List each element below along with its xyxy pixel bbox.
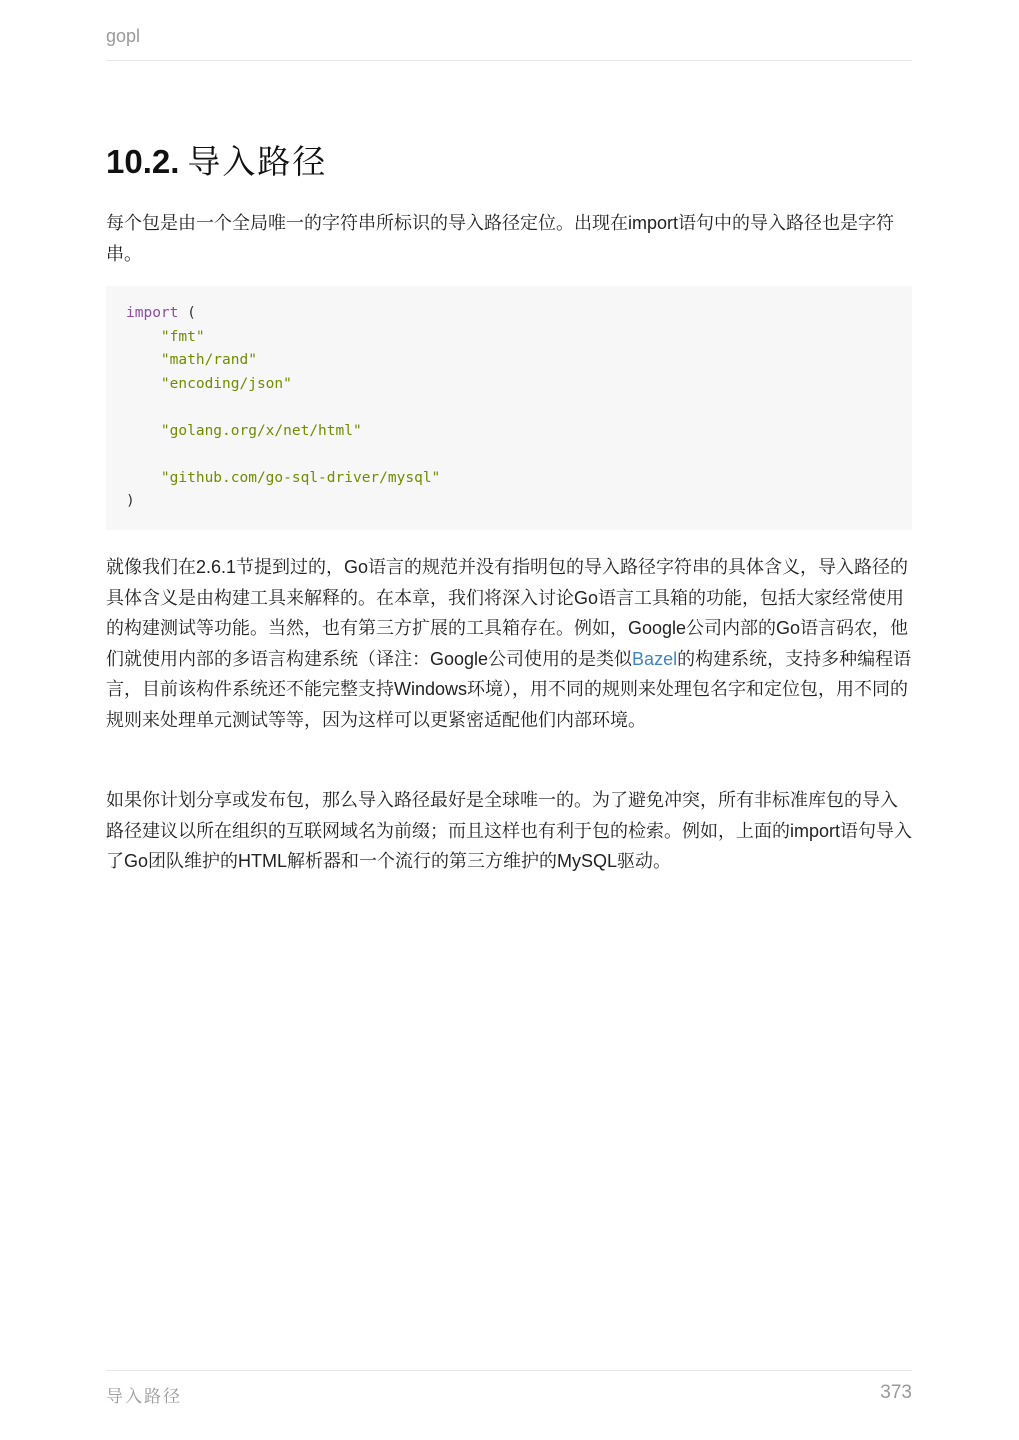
code-import-path: "math/rand" bbox=[160, 352, 257, 368]
paragraph-unique-paths: 如果你计划分享或发布包，那么导入路径最好是全球唯一的。为了避免冲突，所有非标准库包的导入路径建议以所在组织的互联网域名为前缀；而且这样也有利于包的检索。例如，上面的import语句导入了Go团队维护的HTML解析器和一个流行的第三方维护的MySQL驱动。 bbox=[106, 790, 913, 871]
paragraph-intro: 每个包是由一个全局唯一的字符串所标识的导入路径定位。出现在import语句中的导入路径也是字符串。 bbox=[106, 213, 895, 264]
running-header: gopl bbox=[106, 26, 141, 46]
page-number: 373 bbox=[880, 1382, 912, 1403]
code-keyword-import: import bbox=[126, 305, 179, 321]
code-import-path: "fmt" bbox=[160, 328, 205, 345]
section-title bbox=[106, 136, 327, 183]
code-import-path: "github.com/go-sql-driver/mysql" bbox=[160, 469, 441, 486]
code-import-path: "golang.org/x/net/html" bbox=[160, 422, 362, 439]
bazel-link[interactable]: Bazel bbox=[632, 648, 678, 669]
code-close-paren: ) bbox=[126, 493, 135, 509]
footer-chapter-title: 导入路径 bbox=[106, 1387, 182, 1406]
footer-divider bbox=[106, 1370, 912, 1371]
code-block bbox=[106, 286, 912, 530]
section-title-text: 导入路径 bbox=[187, 143, 328, 180]
paragraph-build-tools bbox=[106, 552, 912, 735]
code-import-path: "encoding/json" bbox=[160, 375, 292, 392]
section-number: 10.2. bbox=[106, 143, 180, 180]
paragraph-text: 就像我们在2.6.1节提到过的，Go语言的规范并没有指明包的导入路径字符串的具体含义，导入路径的具体含义是由构建工具来解释的。在本章，我们将深入讨论Go语言工具箱的功能，包括大家经常使用的构建测试等功能。当然，也有第三方扩展的工具箱存在。例如，Google公司内部的Go语言码农，他们就使用内部的多语言构建系统（译注：Google公司使用的是类似 bbox=[106, 557, 909, 669]
header-divider bbox=[106, 60, 912, 61]
paragraph-text: 的构建系统，支持多种编程语言，目前该构件系统还不能完整支持Windows环境），用不同的规则来处理包名字和定位包，用不同的规则来处理单元测试等等，因为这样可以更紧密适配他们内部环境。 bbox=[106, 648, 912, 730]
code-open-paren: ( bbox=[178, 305, 196, 321]
